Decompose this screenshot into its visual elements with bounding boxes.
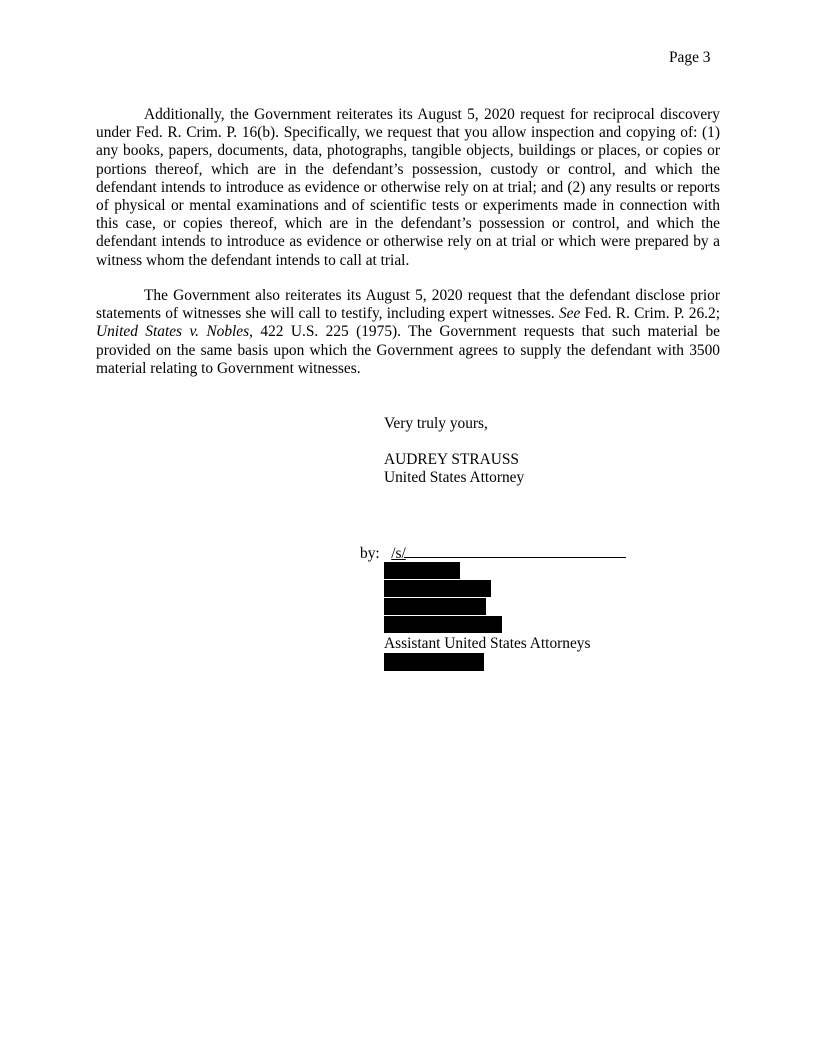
redaction-block — [384, 616, 502, 633]
signature-underline — [404, 543, 626, 558]
redaction-block — [384, 598, 486, 615]
paragraph-text: The Government also reiterates its August 5, 2020 request that the defendant disclose prior statements of witnesses she will call to testify, including expert witnesses. — [96, 287, 720, 323]
signer-title: Assistant United States Attorneys — [384, 635, 591, 652]
redaction-block — [384, 580, 491, 597]
signature-line — [360, 543, 626, 563]
paragraph-text: Fed. R. Crim. P. 26.2; — [580, 305, 720, 323]
paragraph-text: , 422 U.S. 225 (1975). The Government requests that such material be provided on the same basis upon which the Government agrees to supply the defendant with 3500 material relating to Government witnesses. — [96, 323, 721, 377]
signer-name: AUDREY STRAUSS — [384, 451, 519, 468]
by-label: by: — [360, 545, 380, 562]
paragraph-reciprocal-discovery: Additionally, the Government reiterates its August 5, 2020 request for reciprocal discovery under Fed. R. Crim. P. 16(b). Specifically, we request that you allow inspection and copying of: (1) any books, papers, documents, data, photographs, tangible objects, buildings or places, or copies or portions thereof, which are in the defendant’s possession, custody or control, and which the defendant intends to introduce as evidence or otherwise rely on at trial; and (2) any results or reports of physical or mental examinations and of scientific tests or experiments made in connection with this case, or copies thereof, which are in the defendant’s possession or control, and which the defendant intends to introduce as evidence or otherwise rely on at trial or which were prepared by a witness whom the defendant intends to call at trial. — [96, 106, 720, 269]
salutation: Very truly yours, — [384, 415, 488, 432]
paragraph-prior-statements — [96, 287, 720, 378]
redaction-block — [384, 562, 460, 579]
signal-see: See — [558, 305, 581, 323]
page-number: Page 3 — [669, 49, 711, 66]
signer-office: United States Attorney — [384, 469, 525, 486]
signature-mark: /s/ — [391, 545, 406, 562]
case-citation: United States v. Nobles — [96, 323, 250, 341]
redaction-block — [384, 653, 484, 671]
